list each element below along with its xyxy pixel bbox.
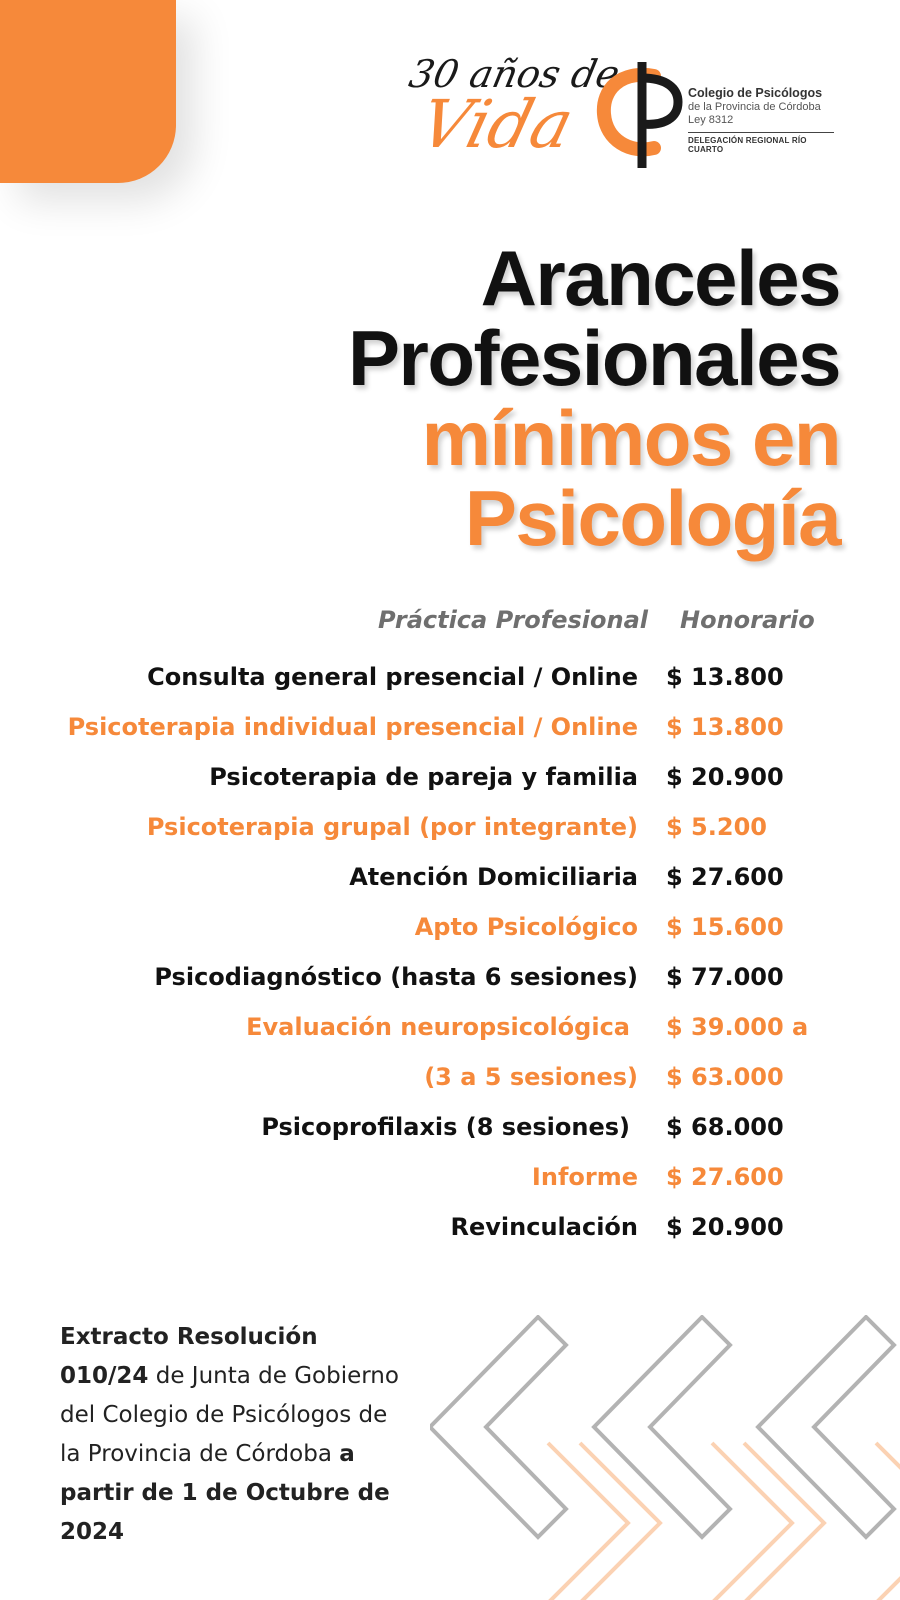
table-row	[0, 910, 900, 960]
header-fee: Honorario	[680, 606, 815, 634]
row-practice: (3 a 5 sesiones)	[424, 1063, 638, 1091]
resolution-footnote	[60, 1318, 400, 1552]
logo-script-bottom: Vida	[412, 86, 581, 163]
logo-org-sub2: Ley 8312	[688, 114, 734, 126]
row-practice: Informe	[531, 1163, 638, 1191]
row-practice: Revinculación	[450, 1213, 638, 1241]
row-practice: Psicoprofilaxis (8 sesiones)	[261, 1113, 630, 1141]
chevron-gray-1	[430, 1317, 566, 1537]
page-title	[347, 234, 840, 562]
logo-org-sub1: de la Provincia de Córdoba	[688, 101, 821, 113]
logo-text-block	[688, 86, 838, 154]
chevron-orange-2	[712, 1443, 824, 1600]
table-row	[0, 960, 900, 1010]
organization-logo	[405, 52, 840, 182]
table-row	[0, 760, 900, 810]
table-row	[0, 860, 900, 910]
table-header	[0, 606, 900, 642]
chevron-pattern-decoration	[430, 1315, 900, 1600]
logo-script-top: 30 años de	[405, 52, 624, 96]
row-practice: Psicoterapia individual presencial / Online	[67, 713, 638, 741]
row-fee: $ 20.900	[666, 1213, 784, 1241]
row-fee: $ 39.000 a	[666, 1013, 809, 1041]
row-fee: $ 13.800	[666, 663, 784, 691]
row-fee: $ 77.000	[666, 963, 784, 991]
table-row	[0, 1160, 900, 1210]
row-practice: Consulta general presencial / Online	[147, 663, 638, 691]
row-practice: Psicoterapia grupal (por integrante)	[146, 813, 638, 841]
row-fee: $ 27.600	[666, 863, 784, 891]
table-row	[0, 1110, 900, 1160]
chevron-gray-2	[594, 1317, 730, 1537]
row-practice: Psicodiagnóstico (hasta 6 sesiones)	[154, 963, 638, 991]
row-fee: $ 68.000	[666, 1113, 784, 1141]
header-practice: Práctica Profesional	[378, 606, 648, 634]
row-practice: Evaluación neuropsicológica	[246, 1013, 630, 1041]
table-row	[0, 1210, 900, 1260]
row-fee: $ 20.900	[666, 763, 784, 791]
table-row	[0, 1060, 900, 1110]
corner-decoration	[0, 0, 176, 183]
row-fee: $ 5.200	[666, 813, 767, 841]
table-row	[0, 810, 900, 860]
row-practice: Atención Domiciliaria	[349, 863, 638, 891]
table-row	[0, 710, 900, 760]
title-line-1: Aranceles	[480, 234, 840, 322]
logo-divider	[688, 132, 834, 133]
footnote-bold-1: Extracto Resolución 010/24	[60, 1324, 318, 1389]
table-row	[0, 1010, 900, 1060]
row-practice: Apto Psicológico	[414, 913, 638, 941]
chevron-orange-1	[548, 1443, 660, 1600]
title-line-4: Psicología	[464, 474, 840, 562]
title-line-2: Profesionales	[347, 314, 840, 402]
footnote-bold-2: a partir de 1 de Octubre de 2024	[60, 1441, 390, 1545]
chevron-gray-3	[758, 1317, 894, 1537]
title-line-3: mínimos en	[421, 394, 840, 482]
row-practice: Psicoterapia de pareja y familia	[209, 763, 638, 791]
row-fee: $ 13.800	[666, 713, 784, 741]
fee-table	[0, 660, 900, 1260]
table-row	[0, 660, 900, 710]
logo-delegation: DELEGACIÓN REGIONAL RÍO CUARTO	[688, 136, 807, 154]
row-fee: $ 63.000	[666, 1063, 784, 1091]
row-fee: $ 27.600	[666, 1163, 784, 1191]
logo-cp-mark-icon	[592, 56, 684, 174]
row-fee: $ 15.600	[666, 913, 784, 941]
footnote-text: de Junta de Gobierno del Colegio de Psicólogos de la Provincia de Córdoba	[60, 1363, 399, 1467]
logo-org-name: Colegio de Psicólogos	[688, 86, 823, 100]
